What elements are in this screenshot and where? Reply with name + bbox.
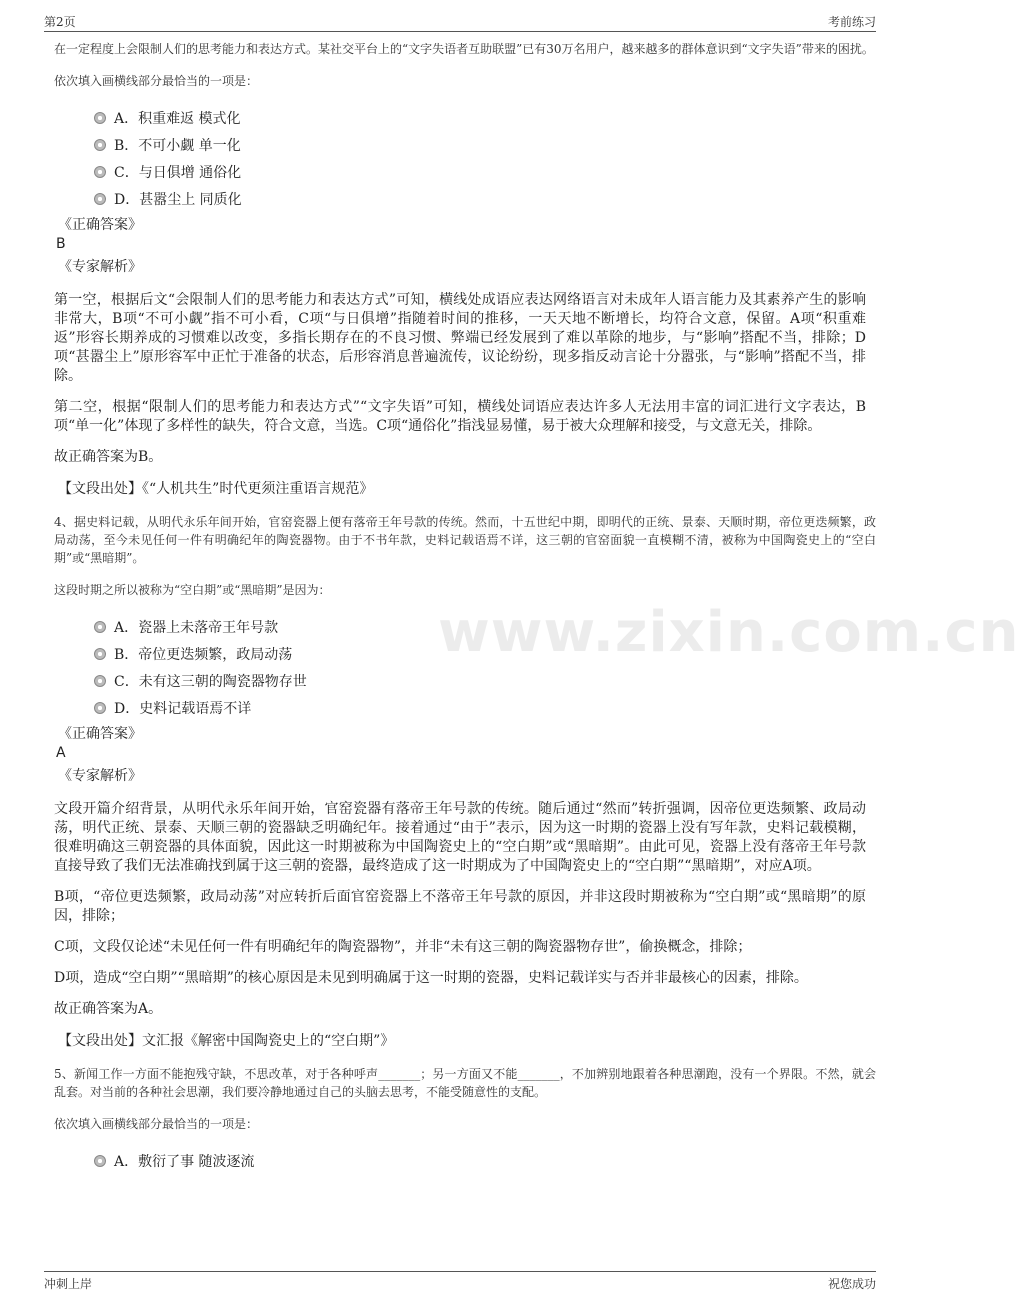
footer-left: 冲刺上岸 — [44, 1277, 93, 1291]
q3-option-d[interactable] — [94, 185, 920, 212]
q3-intro: 在一定程度上会限制人们的思考能力和表达方式。某社交平台上的“文字失语者互助联盟”已有30万名用户，越来越多的群体意识到“文字失语”带来的困扰。 — [54, 42, 874, 56]
option-label: D．甚嚣尘上 同质化 — [114, 191, 242, 208]
option-label: A．敷衍了事 随波逐流 — [114, 1153, 255, 1170]
q4-analysis-paragraph: C项，文段仅论述“未见任何一件有明确纪年的陶瓷器物”，并非“未有这三朝的陶瓷器物存世”，偷换概念，排除； — [54, 939, 752, 955]
q5-prompt: 依次填入画横线部分最恰当的一项是： — [54, 1117, 259, 1131]
q3-analysis-paragraph: 第一空，根据后文“会限制人们的思考能力和表达方式”可知，横线处成语应表达网络语言对未成年人语言能力及其素养产生的影响非常大，B项“不可小觑”指不可小看，C项“与日俱增”指随着时间的推移，一天天地不断增长，均符合文意，保留。A项“积重难返”形容长期养成的习惯难以改变，多指长期存在的不良习惯、弊端已经发展到了难以革除的地步，与“影响”搭配不当，排除；D项“甚嚣尘上”原形容军中正忙于准备的状态，后形容消息普遍流传，议论纷纷，现多指反动言论十分嚣张，与“影响”搭配不当，排除。 — [54, 292, 866, 384]
option-label: C．与日俱增 通俗化 — [114, 164, 242, 181]
option-label: A．积重难返 模式化 — [114, 110, 241, 127]
page-number: 第2页 — [44, 15, 76, 29]
footer-right: 祝您成功 — [827, 1277, 876, 1291]
option-label: B．不可小觑 单一化 — [114, 137, 241, 154]
q3-analysis-paragraph: 第二空，根据“限制人们的思考能力和表达方式”“文字失语”可知，横线处词语应表达许多人无法用丰富的词汇进行文字表达，B项“单一化”体现了多样性的缺失，符合文意，当选。C项“通俗化”指浅显易懂，易于被大众理解和接受，与文意无关，排除。 — [54, 399, 866, 434]
q3-answer: B — [56, 236, 66, 252]
radio-icon[interactable] — [94, 675, 106, 687]
watermark: www.zixin.com.cn — [438, 600, 1020, 665]
q3-option-a[interactable] — [94, 104, 920, 131]
q4-analysis-label: 《专家解析》 — [58, 768, 142, 784]
q4-option-a[interactable] — [94, 613, 920, 640]
q4-analysis-paragraph: D项，造成“空白期”“黑暗期”的核心原因是未见到明确属于这一时期的瓷器，史料记载详实与否并非最核心的因素，排除。 — [54, 970, 808, 986]
radio-icon[interactable] — [94, 166, 106, 178]
q4-analysis-paragraph: B项，“帝位更迭频繁，政局动荡”对应转折后面官窑瓷器上不落帝王年号款的原因，并非这段时期被称为“空白期”或“黑暗期”的原因，排除； — [54, 889, 866, 924]
q3-prompt: 依次填入画横线部分最恰当的一项是： — [54, 74, 259, 88]
q3-analysis-label: 《专家解析》 — [58, 259, 142, 275]
q3-answer-label: 《正确答案》 — [58, 217, 142, 233]
q4-analysis-paragraph: 文段开篇介绍背景，从明代永乐年间开始，官窑瓷器有落帝王年号款的传统。随后通过“然而”转折强调，因帝位更迭频繁、政局动荡，明代正统、景泰、天顺三朝的瓷器缺乏明确纪年。接着通过“由于”表示，因为这一时期的瓷器上没有写年款，史料记载模糊，很难明确这三朝瓷器的具体面貌，因此这一时期被称为中国陶瓷史上的“空白期”或“黑暗期”。由此可见，瓷器上没有落帝王年号款直接导致了我们无法准确找到属于这三朝的瓷器，最终造成了这一时期成为了中国陶瓷史上的“空白期”“黑暗期”，对应A项。 — [54, 801, 866, 874]
q5-option-a[interactable] — [94, 1147, 920, 1174]
q4-analysis-conclusion: 故正确答案为A。 — [54, 1001, 163, 1017]
q4-option-b[interactable] — [94, 640, 920, 667]
q4-answer: A — [56, 745, 66, 761]
q4-source: 【文段出处】文汇报《解密中国陶瓷史上的“空白期”》 — [58, 1033, 395, 1049]
page-footer — [44, 1271, 876, 1297]
q4-option-c[interactable] — [94, 667, 920, 694]
radio-icon[interactable] — [94, 621, 106, 633]
q5-text: 5、新闻工作一方面不能抱残守缺，不思改革，对于各种呼声_______；另一方面又不能_______，不加辨别地跟着各种思潮跑，没有一个界限。不然，就会乱套。对当前的各种社会思潮，我们要冷静地通过自己的头脑去思考，不能受随意性的支配。 — [54, 1067, 876, 1099]
radio-icon[interactable] — [94, 112, 106, 124]
q4-options — [94, 613, 920, 721]
header-title: 考前练习 — [827, 15, 876, 29]
q4-option-d[interactable] — [94, 694, 920, 721]
radio-icon[interactable] — [94, 1155, 106, 1167]
q4-text: 4、据史料记载，从明代永乐年间开始，官窑瓷器上便有落帝王年号款的传统。然而，十五世纪中期，即明代的正统、景泰、天顺时期，帝位更迭频繁，政局动荡，至今未见任何一件有明确纪年的陶瓷器物。由于不书年款，史料记载语焉不详，这三朝的官窑面貌一直模糊不清，被称为中国陶瓷史上的“空白期”或“黑暗期”。 — [54, 515, 876, 565]
option-label: D．史料记载语焉不详 — [114, 700, 252, 717]
q3-analysis-conclusion: 故正确答案为B。 — [54, 449, 163, 465]
q3-option-c[interactable] — [94, 158, 920, 185]
q3-option-b[interactable] — [94, 131, 920, 158]
document-body — [0, 40, 920, 1174]
radio-icon[interactable] — [94, 193, 106, 205]
q4-prompt: 这段时期之所以被称为“空白期”或“黑暗期”是因为： — [54, 583, 331, 597]
q5-options — [94, 1147, 920, 1174]
option-label: B．帝位更迭频繁，政局动荡 — [114, 646, 293, 663]
page-header — [44, 13, 876, 32]
radio-icon[interactable] — [94, 702, 106, 714]
option-label: C．未有这三朝的陶瓷器物存世 — [114, 673, 307, 690]
q3-options — [94, 104, 920, 212]
radio-icon[interactable] — [94, 648, 106, 660]
radio-icon[interactable] — [94, 139, 106, 151]
q3-source: 【文段出处】《“人机共生”时代更须注重语言规范》 — [58, 481, 374, 497]
q4-answer-label: 《正确答案》 — [58, 726, 142, 742]
option-label: A．瓷器上未落帝王年号款 — [114, 619, 279, 636]
